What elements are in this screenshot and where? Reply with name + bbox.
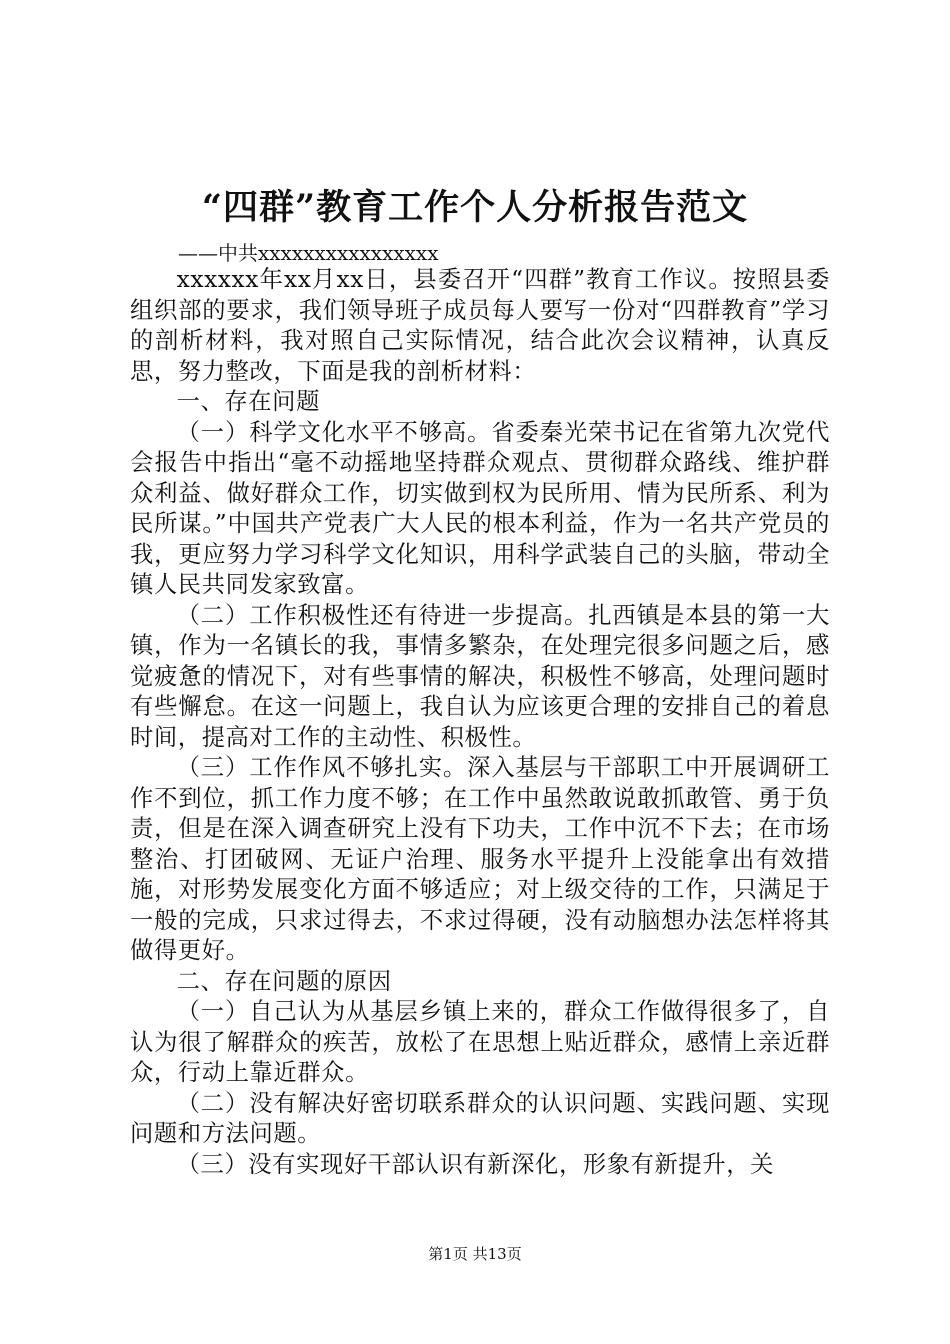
paragraph-cause-3: （三）没有实现好干部认识有新深化，形象有新提升，关: [176, 1150, 775, 1178]
paragraph-intro: xxxxxx年xx月xx日，县委召开“四群”教育工作议。按照县委组织部的要求，我们领导班子成员每人要写一份对“四群教育”学习的剖析材料，我对照自己实际情况，结合此次会议精神，认真反思，努力整改，下面是我的剖析材料：: [130, 266, 830, 385]
section-heading-causes: 二、存在问题的原因: [176, 967, 392, 995]
paragraph-problem-3: （三）工作作风不够扎实。深入基层与干部职工中开展调研工作不到位，抓工作力度不够；在工作中虽然敢说敢抓敢管、勇于负责，但是在深入调查研究上没有下功夫，工作中沉不下去；在市场整治、打团破网、无证户治理、服务水平提升上没能拿出有效措施，对形势发展变化方面不够适应；对上级交待的工作，只满足于一般的完成，只求过得去，不求过得硬，没有动脑想办法怎样将其做得更好。: [130, 754, 830, 964]
document-title: “四群”教育工作个人分析报告范文: [201, 187, 749, 228]
paragraph-problem-1: （一）科学文化水平不够高。省委秦光荣书记在省第九次党代会报告中指出“毫不动摇地坚持群众观点、贯彻群众路线、维护群众利益、做好群众工作，切实做到权为民所用、情为民所系、利为民所谋。”中国共产党表广大人民的根本利益，作为一名共产党员的我，更应努力学习科学文化知识，用科学武装自己的头脑，带动全镇人民共同发家致富。: [130, 418, 830, 598]
page-footer: 第1页 共13页: [428, 1245, 522, 1263]
paragraph-cause-2: （二）没有解决好密切联系群众的认识问题、实践问题、实现问题和方法问题。: [130, 1089, 830, 1147]
section-heading-problems: 一、存在问题: [176, 388, 320, 415]
paragraph-problem-2: （二）工作积极性还有待进一步提高。扎西镇是本县的第一大镇，作为一名镇长的我，事情多繁杂，在处理完很多问题之后，感觉疲惫的情况下，对有些事情的解决，积极性不够高，处理问题时有些懈怠。在这一问题上，我自认为应该更合理的安排自己的着息时间，提高对工作的主动性、积极性。: [130, 601, 830, 751]
document-subtitle: ——中共xxxxxxxxxxxxxxxx: [178, 241, 439, 265]
paragraph-cause-1: （一）自己认为从基层乡镇上来的，群众工作做得很多了，自认为很了解群众的疾苦，放松了在思想上贴近群众，感情上亲近群众，行动上靠近群众。: [130, 998, 830, 1086]
document-body: [130, 265, 830, 1180]
